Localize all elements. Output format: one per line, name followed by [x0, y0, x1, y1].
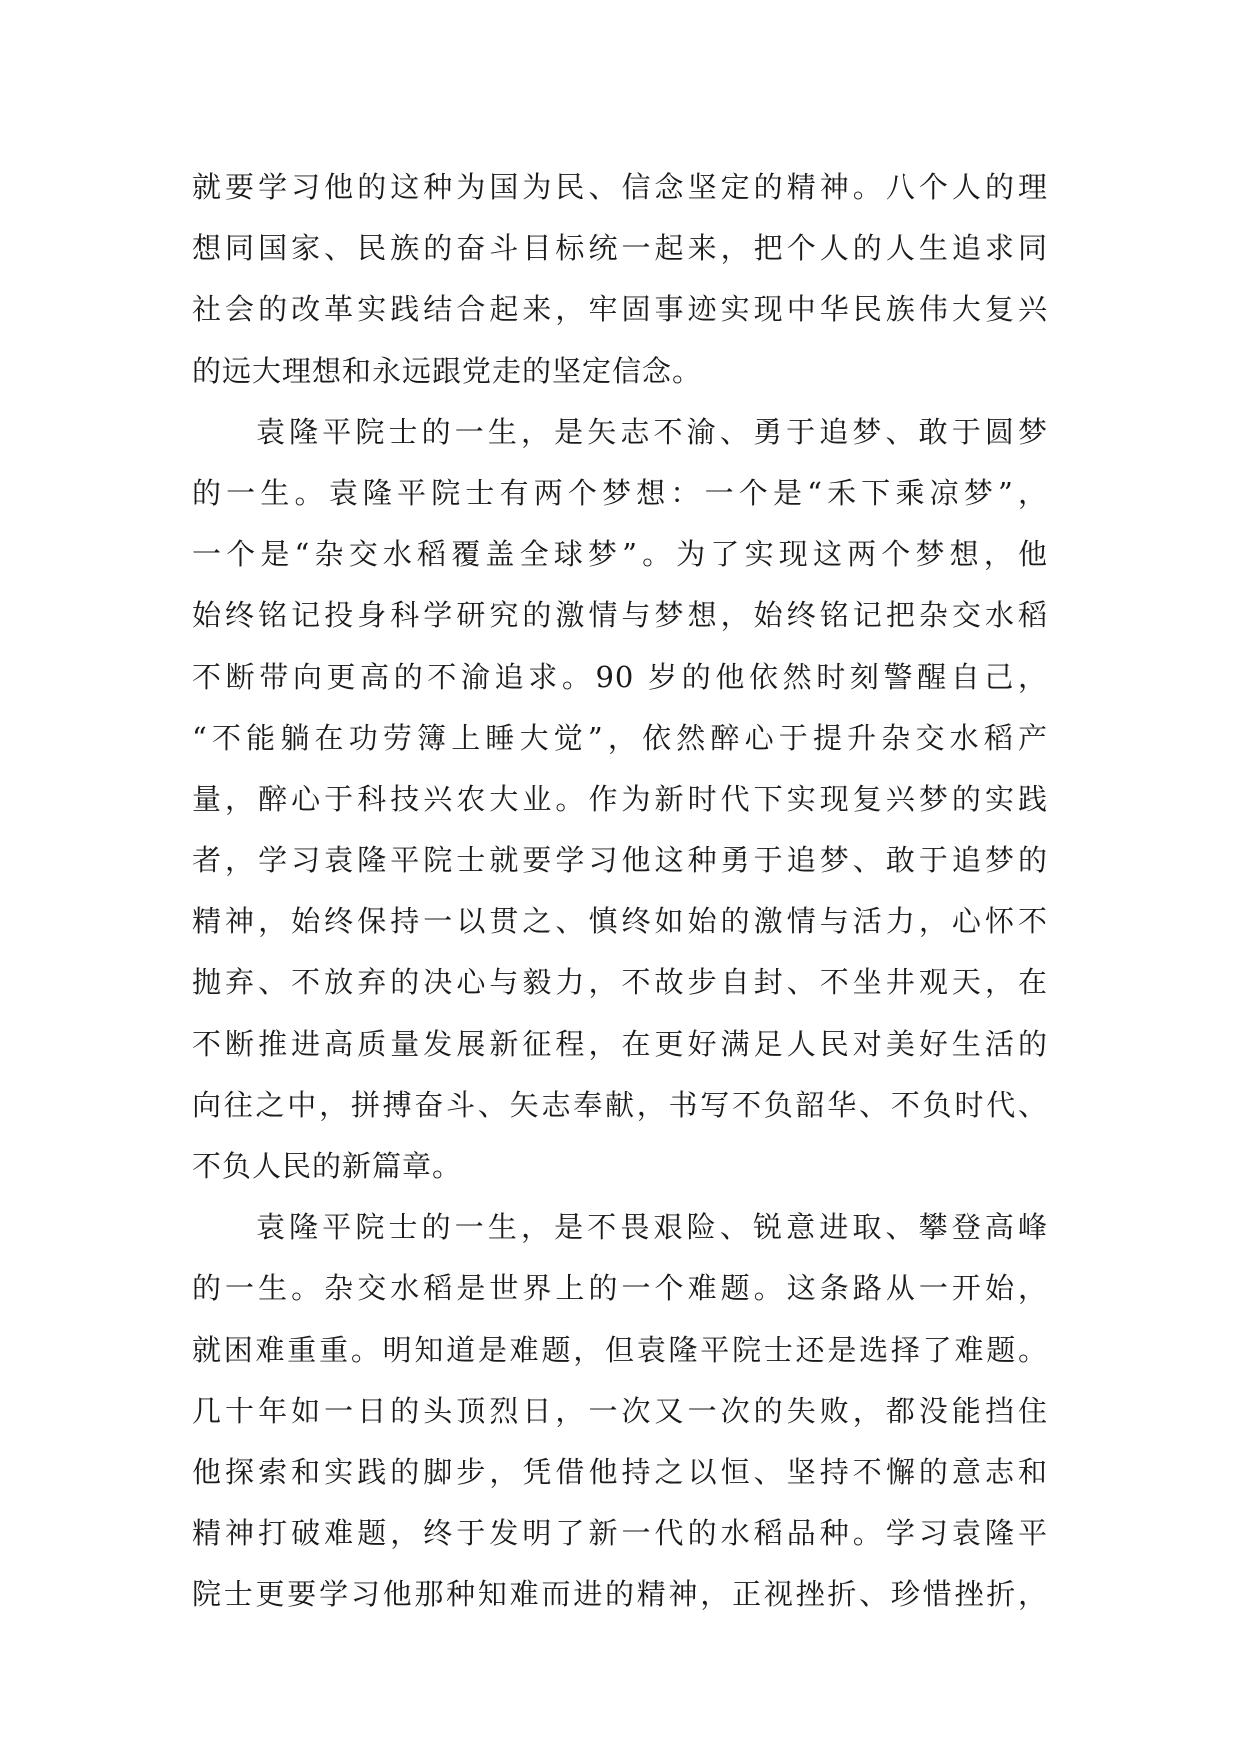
text-line: 就要学习他的这种为国为民、信念坚定的精神。八个人的理	[192, 170, 1048, 204]
text-line: 就困难重重。明知道是难题，但袁隆平院士还是选择了难题。	[192, 1332, 1048, 1367]
text-line: 精神打破难题，终于发明了新一代的水稻品种。学习袁隆平	[192, 1516, 1048, 1551]
text-line: 精神，始终保持一以贯之、慎终如始的激情与活力，心怀不	[192, 904, 1048, 939]
text-line: 量，醉心于科技兴农大业。作为新时代下实现复兴梦的实践	[192, 781, 1048, 816]
paragraph-first-line: 袁隆平院士的一生，是不畏艰险、锐意进取、攀登高峰	[256, 1210, 1048, 1245]
text-line: 不断推进高质量发展新征程，在更好满足人民对美好生活的	[192, 1026, 1048, 1061]
text-line: 想同国家、民族的奋斗目标统一起来，把个人的人生追求同	[192, 231, 1048, 266]
body-text	[192, 157, 1048, 1626]
text-line: 的一生。杂交水稻是世界上的一个难题。这条路从一开始，	[192, 1271, 1048, 1306]
text-line: “不能躺在功劳簿上睡大觉”，依然醉心于提升杂交水稻产	[192, 720, 1048, 755]
text-line: 一个是“杂交水稻覆盖全球梦”。为了实现这两个梦想，他	[192, 537, 1048, 572]
text-line: 不断带向更高的不渝追求。90 岁的他依然时刻警醒自己，	[192, 659, 1048, 694]
text-line: 者，学习袁隆平院士就要学习他这种勇于追梦、敢于追梦的	[192, 843, 1048, 878]
text-line: 他探索和实践的脚步，凭借他持之以恒、坚持不懈的意志和	[192, 1454, 1048, 1489]
text-line: 的远大理想和永远跟党走的坚定信念。	[192, 353, 703, 388]
text-line: 不负人民的新篇章。	[192, 1149, 463, 1183]
text-line: 社会的改革实践结合起来，牢固事迹实现中华民族伟大复兴	[192, 292, 1048, 327]
paragraph-first-line: 袁隆平院士的一生，是矢志不渝、勇于追梦、敢于圆梦	[256, 414, 1048, 449]
text-line: 的一生。袁隆平院士有两个梦想：一个是“禾下乘凉梦”，	[192, 475, 1048, 510]
text-line: 几十年如一日的头顶烈日，一次又一次的失败，都没能挡住	[192, 1393, 1048, 1428]
text-line: 始终铭记投身科学研究的激情与梦想，始终铭记把杂交水稻	[192, 598, 1048, 633]
text-line: 向往之中，拼搏奋斗、矢志奉献，书写不负韶华、不负时代、	[192, 1087, 1048, 1122]
text-line: 院士更要学习他那种知难而进的精神，正视挫折、珍惜挫折，	[192, 1577, 1048, 1612]
text-line: 抛弃、不放弃的决心与毅力，不故步自封、不坐井观天，在	[192, 965, 1048, 1000]
